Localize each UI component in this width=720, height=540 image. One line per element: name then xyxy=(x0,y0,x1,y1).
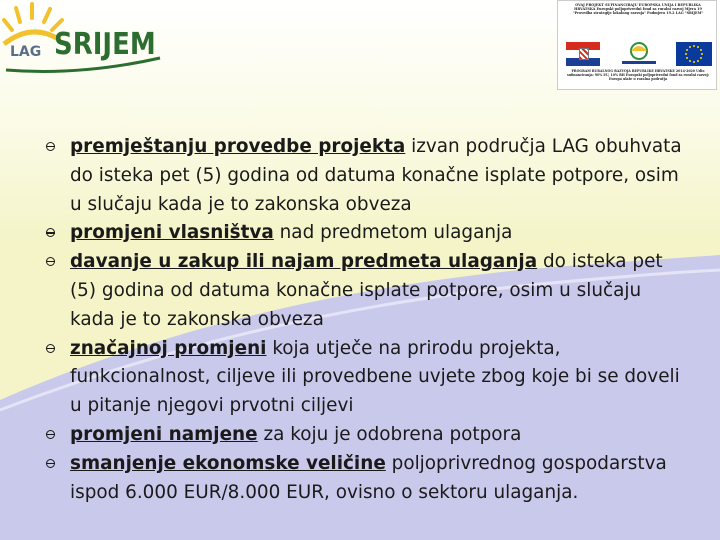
bullet-icon xyxy=(46,344,55,353)
list-item xyxy=(46,133,686,219)
funding-footer-text: PROGRAM RURALNOG RAZVOJA REPUBLIKE HRVATSKE 2014-2020 Udio sufinanciranja: 90% EU, 10% RH Europski poljoprivredni fond za ruralni razvoj: Europa ulaže u ruralna područja xyxy=(567,69,709,81)
list-item xyxy=(46,335,686,421)
list-item xyxy=(46,219,686,248)
bullet-lead: smanjenje ekonomske veličine xyxy=(70,452,386,474)
croatia-flag-icon xyxy=(566,42,600,66)
bullet-text: nad predmetom ulaganja xyxy=(273,222,513,244)
list-item xyxy=(46,450,686,508)
bullet-lead: davanje u zakup ili najam predmeta ulaganja xyxy=(70,251,538,273)
list-item xyxy=(46,248,686,334)
bullet-text: izvan područja LAG obuhvata do isteka pet (5) godina od datuma konačne isplate potpore, osim u slučaju kada je to zakonska obveza xyxy=(70,136,682,215)
leader-logo-icon xyxy=(616,39,662,67)
bullet-content xyxy=(46,133,686,507)
bullet-text: za koju je odobrena potpora xyxy=(257,423,522,445)
bullet-text: do isteka pet (5) godina od datuma konačne isplate potpore, osim u slučaju kada je to zakonska obveza xyxy=(70,251,663,330)
logo-prefix: LAG xyxy=(10,44,42,60)
bullet-lead: promjeni namjene xyxy=(70,423,258,445)
eu-flag-icon xyxy=(676,42,712,66)
bullet-icon xyxy=(46,228,55,237)
bullet-text: koja utječe na prirodu projekta, funkcionalnost, ciljeve ili provedbene uvjete zbog koje bi se doveli u pitanje njegovi prvotni ciljevi xyxy=(70,337,680,417)
funding-info-box xyxy=(557,0,717,90)
bullet-text: poljoprivrednog gospodarstva ispod 6.000 EUR/8.000 EUR, ovisno o sektoru ulaganja. xyxy=(70,452,667,503)
bullet-list xyxy=(46,133,686,507)
bullet-icon xyxy=(46,459,55,468)
bullet-lead: promjeni vlasništva xyxy=(70,222,274,244)
bullet-icon xyxy=(46,257,55,266)
lag-srijem-logo xyxy=(0,0,165,75)
bullet-icon xyxy=(46,430,55,439)
bullet-lead: premještanju provedbe projekta xyxy=(70,136,406,157)
logo-name: SRIJEM xyxy=(54,27,156,63)
bullet-icon xyxy=(46,142,55,151)
bullet-lead: značajnoj promjeni xyxy=(70,337,267,359)
list-item xyxy=(46,421,686,450)
funding-header-text: OVAJ PROJEKT SUFINANCIRAJU EUROPSKA UNIJA I REPUBLIKA HRVATSKA Europski poljoprivredni fond za ruralni razvoj Mjera 19 "Provedba strategije lokalnog razvoja" Podmjera 19.2 LAG "SRIJEM" xyxy=(572,3,704,16)
